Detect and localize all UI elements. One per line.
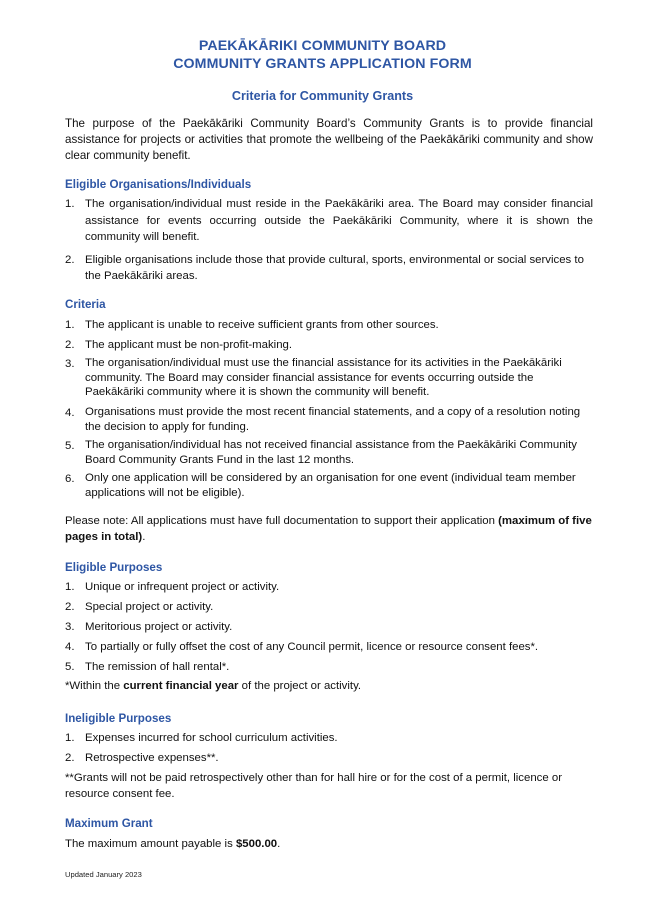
note-text: *Within the: [65, 680, 124, 692]
list-text: Unique or infrequent project or activity.: [85, 581, 280, 593]
list-number: 1.: [65, 319, 75, 331]
list-item: [65, 337, 593, 353]
list-number: 2.: [65, 752, 75, 764]
document-subtitle: Criteria for Community Grants: [231, 89, 414, 103]
max-grant-amount: $500.00: [235, 838, 278, 850]
criteria-heading: Criteria: [65, 298, 106, 311]
maximum-grant-heading: Maximum Grant: [65, 817, 153, 830]
list-text: Retrospective expenses**.: [85, 752, 219, 764]
list-text: Special project or activity.: [85, 601, 214, 613]
list-number: 5.: [65, 440, 75, 452]
list-item: [65, 405, 593, 434]
list-text: Eligible organisations include those that provide cultural, sports, environmental or social services to the Paekākāriki areas.: [85, 254, 584, 282]
list-text: Expenses incurred for school curriculum activities.: [85, 732, 338, 744]
list-item: [65, 438, 593, 467]
list-text: The organisation/individual must reside in the Paekākāriki area. The Board may consider financial assistance for events occurring outside the Paekākāriki Community, where it is shown the community will benefit.: [85, 198, 593, 243]
list-item: [65, 317, 593, 333]
list-number: 2.: [65, 339, 75, 351]
list-text: Only one application will be considered by an organisation for one event (individual team member applications will not be eligible).: [85, 472, 576, 499]
note-text-end: of the project or activity.: [238, 680, 362, 692]
list-number: 4.: [65, 407, 75, 419]
max-grant-suffix: .: [277, 838, 281, 850]
footer-updated-date: Updated January 2023: [65, 870, 142, 879]
list-text: The organisation/individual has not received financial assistance from the Paekākāriki Community Board Community Grants Fund in the last 12 months.: [85, 439, 577, 466]
document-title-line2: COMMUNITY GRANTS APPLICATION FORM: [173, 56, 472, 72]
documentation-note: [65, 513, 593, 545]
list-item: [65, 252, 593, 284]
list-number: 3.: [65, 358, 75, 370]
list-item: [65, 579, 593, 595]
list-item: [65, 659, 593, 675]
list-text: The applicant must be non-profit-making.: [85, 339, 293, 351]
financial-year-note: [65, 678, 593, 694]
eligible-orgs-heading: Eligible Organisations/Individuals: [65, 178, 252, 191]
list-number: 6.: [65, 473, 75, 485]
document-title-line1: PAEKĀKĀRIKI COMMUNITY BOARD: [198, 38, 447, 54]
list-text: Organisations must provide the most recent financial statements, and a copy of a resolution noting the decision to apply for funding.: [85, 406, 581, 433]
retrospective-note: **Grants will not be paid retrospectively other than for hall hire or for the cost of a permit, licence or resource consent fee.: [65, 772, 562, 800]
eligible-purposes-heading: Eligible Purposes: [65, 561, 163, 574]
list-item: [65, 599, 593, 615]
note-text: Please note: All applications must have full documentation to support their application: [65, 515, 499, 527]
list-item: [65, 730, 593, 746]
list-number: 3.: [65, 621, 75, 633]
list-number: 2.: [65, 601, 75, 613]
list-item: [65, 471, 593, 500]
list-number: 1.: [65, 198, 75, 210]
list-text: To partially or fully offset the cost of any Council permit, licence or resource consent fees*.: [85, 641, 539, 653]
list-number: 2.: [65, 254, 75, 266]
list-item: [65, 619, 593, 635]
maximum-grant-text: [65, 836, 593, 852]
list-text: The remission of hall rental*.: [85, 661, 230, 673]
list-number: 4.: [65, 641, 75, 653]
list-item: [65, 639, 593, 655]
list-number: 1.: [65, 581, 75, 593]
max-grant-prefix: The maximum amount payable is: [65, 838, 236, 850]
list-item: [65, 356, 593, 400]
note-emphasis: current financial year: [123, 680, 239, 692]
list-text: Meritorious project or activity.: [85, 621, 233, 633]
intro-paragraph: The purpose of the Paekākāriki Community Board’s Community Grants is to provide financial assistance for projects or activities that promote the wellbeing of the Paekākāriki community and show clear community benefit.: [65, 117, 593, 162]
ineligible-purposes-heading: Ineligible Purposes: [65, 712, 172, 725]
list-number: 5.: [65, 661, 75, 673]
list-text: The applicant is unable to receive sufficient grants from other sources.: [85, 319, 439, 331]
list-text: The organisation/individual must use the financial assistance for its activities in the Paekākāriki community. The Board may consider financial assistance for events occurring outside the Paekākāriki community where it is shown the community will benefit.: [85, 357, 562, 398]
list-number: 1.: [65, 732, 75, 744]
list-item: [65, 196, 593, 246]
list-item: [65, 750, 593, 766]
note-text-end: .: [142, 531, 146, 543]
note-emphasis: (maximum of five pages in total): [65, 515, 592, 543]
